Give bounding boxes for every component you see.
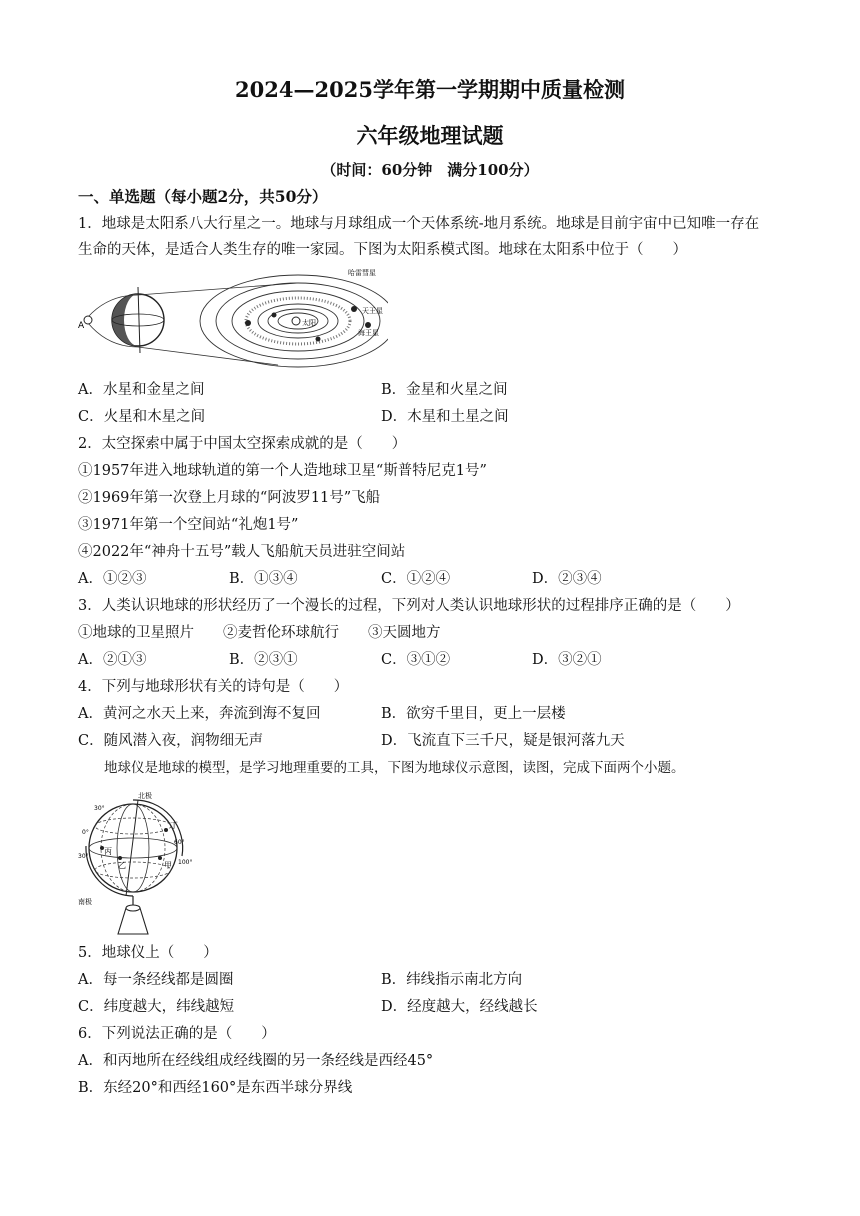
globe-label-d1: 30° (94, 805, 105, 812)
q2-option-b: B．①③④ (229, 571, 298, 587)
q1-stem-line1: 1．地球是太阳系八大行星之一。地球与月球组成一个天体系统-地月系统。地球是目前宇宙中已知唯一存在 (78, 216, 760, 232)
globe-label-north: 北极 (138, 792, 152, 800)
globe-label-south: 南极 (78, 898, 92, 906)
q4-option-a: A．黄河之水天上来，奔流到海不复回 (78, 706, 321, 722)
q2-item-2: ②1969年第一次登上月球的“阿波罗11号”飞船 (78, 490, 381, 506)
fig-label-sun: 太阳 (302, 319, 316, 327)
q2-option-d: D．②③④ (532, 571, 602, 587)
section-heading: 一、单选题（每小题2分，共50分） (78, 187, 328, 206)
time-note: （时间：60分钟 满分100分） (321, 161, 539, 179)
q2-item-3: ③1971年第一个空间站“礼炮1号” (78, 517, 299, 533)
q2-option-a: A．①②③ (78, 571, 147, 587)
globe-label-bing: 丙 (104, 847, 112, 856)
q4-stem: 4．下列与地球形状有关的诗句是（ ） (78, 679, 349, 695)
fig-label-a: A (78, 321, 85, 331)
globe-label-d4: 60° (174, 839, 185, 846)
q3-option-d: D．③②① (532, 652, 602, 668)
q1-option-a: A．水星和金星之间 (78, 382, 205, 398)
fig-label-comet: 哈雷彗星 (348, 269, 376, 277)
q5-option-a: A．每一条经线都是圆圈 (78, 972, 234, 988)
q1-stem-line2: 生命的天体，是适合人类生存的唯一家园。下图为太阳系模式图。地球在太阳系中位于（ ） (78, 242, 687, 258)
globe-label-yi: 乙 (118, 861, 126, 870)
globe-figure (78, 786, 198, 936)
q3-option-a: A．②①③ (78, 652, 147, 668)
q5-option-c: C．纬度越大，纬线越短 (78, 999, 235, 1015)
solar-system-figure (78, 265, 388, 375)
fig-label-tian: 天王星 (362, 307, 383, 315)
q6-option-a: A．和丙地所在经线组成经线圈的另一条经线是西经45° (78, 1053, 434, 1069)
globe-label-jia: 甲 (164, 861, 172, 870)
q3-option-b: B．②③① (229, 652, 298, 668)
q2-item-4: ④2022年“神舟十五号”载人飞船航天员进驻空间站 (78, 544, 406, 560)
q5-option-b: B．纬线指示南北方向 (381, 972, 523, 988)
globe-label-d2: 0° (82, 829, 89, 836)
q2-item-1: ①1957年进入地球轨道的第一个人造地球卫星“斯普特尼克1号” (78, 463, 487, 479)
q5-option-d: D．经度越大，经线越长 (381, 999, 538, 1015)
globe-label-d5: 100° (178, 859, 193, 866)
q4-option-d: D．飞流直下三千尺，疑是银河落九天 (381, 733, 625, 749)
q3-items: ①地球的卫星照片 ②麦哲伦环球航行 ③天圆地方 (78, 625, 441, 641)
exam-title: 2024—2025学年第一学期期中质量检测 (235, 77, 625, 102)
q56-intro: 地球仪是地球的模型，是学习地理重要的工具，下图为地球仪示意图，读图，完成下面两个小题。 (104, 760, 685, 776)
q1-option-b: B．金星和火星之间 (381, 382, 508, 398)
q2-option-c: C．①②④ (381, 571, 451, 587)
q4-option-b: B．欲穷千里目，更上一层楼 (381, 706, 566, 722)
fig-label-hai: 海王星 (358, 329, 379, 337)
globe-label-ding: 丁 (170, 821, 178, 830)
q2-stem: 2．太空探索中属于中国太空探索成就的是（ ） (78, 436, 407, 452)
q6-stem: 6．下列说法正确的是（ ） (78, 1026, 276, 1042)
q3-option-c: C．③①② (381, 652, 451, 668)
q5-stem: 5．地球仪上（ ） (78, 945, 218, 961)
q6-option-b: B．东经20°和西经160°是东西半球分界线 (78, 1080, 353, 1096)
exam-subtitle: 六年级地理试题 (356, 123, 504, 148)
q1-option-d: D．木星和土星之间 (381, 409, 509, 425)
q3-stem: 3．人类认识地球的形状经历了一个漫长的过程，下列对人类认识地球形状的过程排序正确的是（ ） (78, 598, 740, 614)
q4-option-c: C．随风潜入夜，润物细无声 (78, 733, 264, 749)
globe-label-d3: 30° (78, 853, 89, 860)
q1-option-c: C．火星和木星之间 (78, 409, 206, 425)
